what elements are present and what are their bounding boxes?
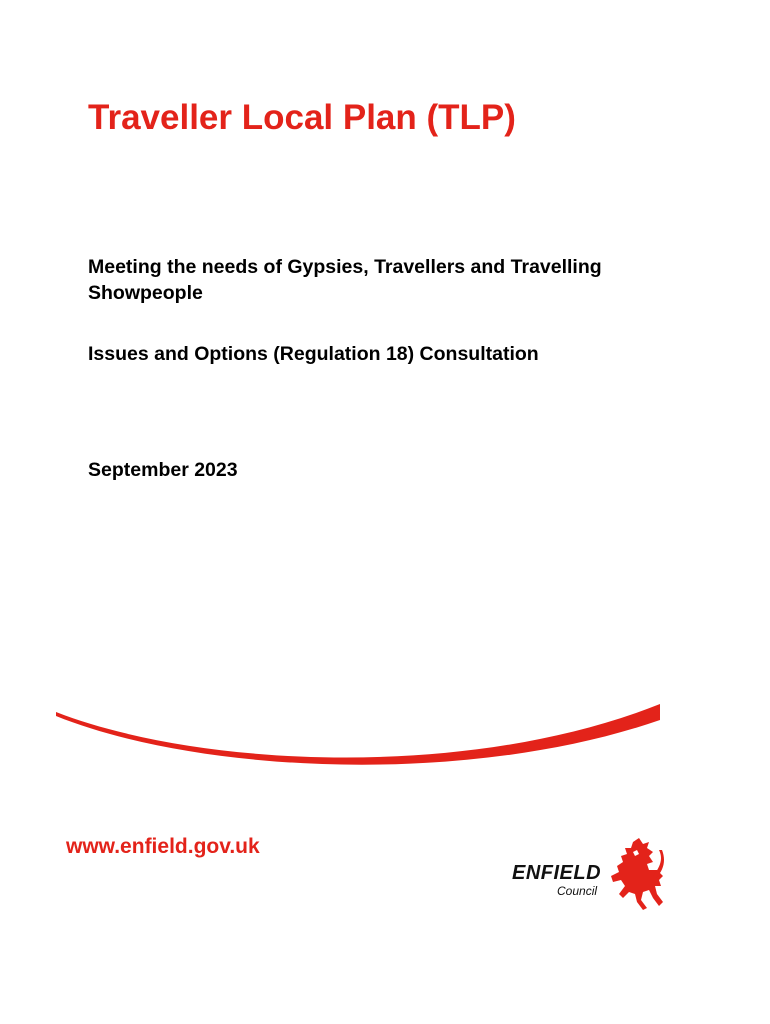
enfield-council-logo [505, 836, 665, 916]
logo-sub: Council [557, 884, 598, 898]
logo-name: ENFIELD [512, 862, 602, 884]
website-url[interactable]: www.enfield.gov.uk [66, 835, 260, 858]
red-swoosh-decoration [50, 690, 665, 780]
document-subtitle: Meeting the needs of Gypsies, Travellers and Travelling Showpeople [88, 256, 602, 304]
consultation-stage: Issues and Options (Regulation 18) Consultation [88, 343, 539, 365]
publication-date: September 2023 [88, 459, 238, 481]
document-title: Traveller Local Plan (TLP) [88, 98, 516, 137]
enfield-dragon-icon [609, 836, 665, 912]
